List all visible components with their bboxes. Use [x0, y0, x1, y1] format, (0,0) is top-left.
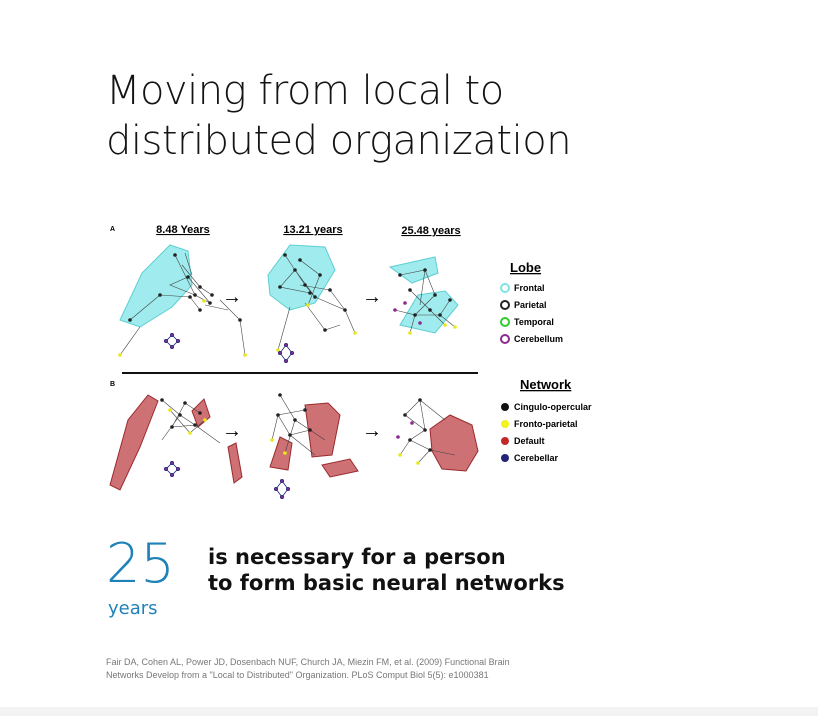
- network-legend-swatch-cingulo-opercular: [501, 403, 509, 411]
- title-line-2: distributed organization: [106, 118, 572, 164]
- arrow-a-2: →: [362, 286, 382, 308]
- panel-b-network-2: [270, 393, 358, 498]
- network-legend: [501, 377, 592, 463]
- lobe-legend-swatch-cerebellum: [501, 335, 509, 343]
- arrow-b-2: →: [362, 420, 382, 442]
- arrow-b-1: →: [222, 420, 242, 442]
- lobe-legend-swatch-temporal: [501, 318, 509, 326]
- panel-b-network-1: [110, 395, 242, 490]
- citation-line-2: Networks Develop from a "Local to Distributed" Organization. PLoS Comput Biol 5(5): e1000381: [106, 670, 489, 680]
- slide-title: [106, 66, 666, 166]
- stat-number: 25: [106, 532, 175, 595]
- network-figure: [100, 215, 630, 505]
- network-legend-label-fronto-parietal: Fronto-parietal: [514, 419, 578, 429]
- citation: [106, 656, 510, 682]
- age-label-1: 8.48 Years: [156, 224, 210, 236]
- lobe-legend-label-parietal: Parietal: [514, 300, 547, 310]
- citation-line-1: Fair DA, Cohen AL, Power JD, Dosenbach NUF, Church JA, Miezin FM, et al. (2009) Functional Brain: [106, 657, 510, 667]
- network-legend-swatch-fronto-parietal: [501, 420, 509, 428]
- panel-a-network-3: [390, 257, 458, 335]
- lobe-legend-swatch-frontal: [501, 284, 509, 292]
- lobe-legend-label-frontal: Frontal: [514, 283, 545, 293]
- panel-b-network-3: [396, 398, 478, 471]
- network-legend-label-cerebellar: Cerebellar: [514, 453, 559, 463]
- stat-unit: years: [108, 598, 158, 619]
- network-legend-title: Network: [520, 377, 572, 392]
- lobe-legend-title: Lobe: [510, 260, 542, 275]
- age-label-3: 25.48 years: [401, 225, 461, 237]
- lobe-legend-label-cerebellum: Cerebellum: [514, 334, 564, 344]
- network-legend-swatch-default: [501, 437, 509, 445]
- network-legend-label-default: Default: [514, 436, 545, 446]
- arrow-a-1: →: [222, 286, 242, 308]
- panel-a-network-2: [268, 245, 357, 363]
- panel-b-letter: B: [110, 381, 116, 388]
- stat-statement: [208, 544, 565, 596]
- age-label-2: 13.21 years: [283, 224, 343, 236]
- lobe-legend-label-temporal: Temporal: [514, 317, 554, 327]
- stat-statement-line-1: is necessary for a person: [208, 545, 506, 569]
- panel-a-letter: A: [110, 226, 116, 233]
- lobe-legend-swatch-parietal: [501, 301, 509, 309]
- network-legend-label-cingulo-opercular: Cingulo-opercular: [514, 402, 592, 412]
- bottom-bar: [0, 707, 818, 716]
- lobe-legend: [501, 260, 563, 344]
- network-legend-swatch-cerebellar: [501, 454, 509, 462]
- title-line-1: Moving from local to: [106, 68, 504, 114]
- stat-statement-line-2: to form basic neural networks: [208, 571, 565, 595]
